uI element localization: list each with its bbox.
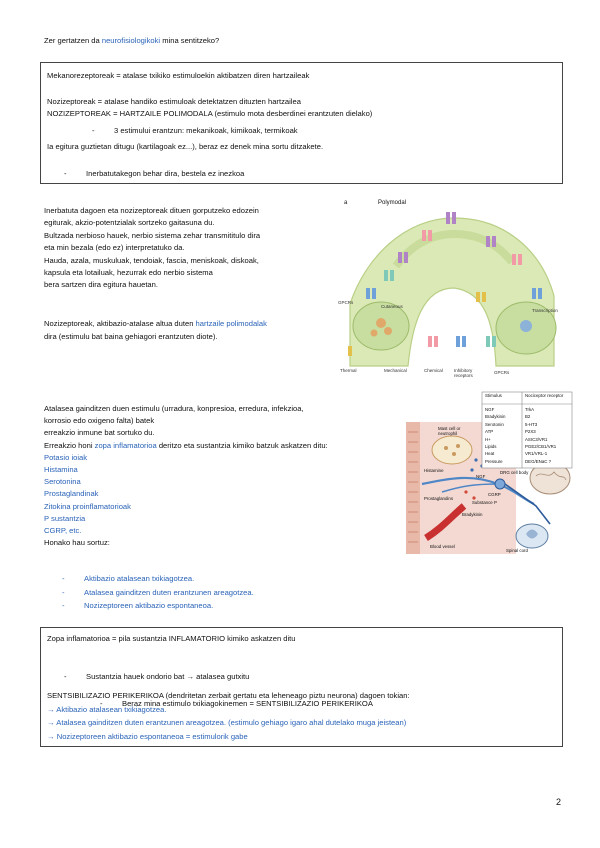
inflammatory-soup-figure xyxy=(402,388,574,566)
substance-item: Zitokina proinflamatorioak xyxy=(44,501,131,511)
structures-line: Ia egitura guztietan ditugu (kartilagoak ez...), beraz ez denek mina sortu ditzakete. xyxy=(47,142,324,151)
soup-definition: Zopa inflamatorioa = pila sustantzia INFLAMATORIO kimiko askatzen ditu xyxy=(47,634,296,643)
table-stimulus-column xyxy=(485,406,506,465)
label-transcription: Transcription xyxy=(532,308,558,313)
heading-link[interactable]: neurofisiologikoki xyxy=(101,36,161,45)
page-number: 2 xyxy=(556,797,562,807)
soup-suffix: deritzo eta sustantzia kimiko batzuk askatzen ditu: xyxy=(156,440,328,450)
innervation-bullet: - Inerbatutakegon behar dira, bestela ez inezkoa xyxy=(64,168,600,180)
panel-label: a xyxy=(344,200,348,206)
substance-item: P sustantzia xyxy=(44,513,86,523)
arrow-item: → Aktibazio atalasean txikiagotzea. xyxy=(47,705,167,714)
table-cell: ATP xyxy=(485,429,494,435)
paragraph-line: Inerbatuta dagoen eta nozizeptoreak dituen gorputzeko edozein xyxy=(44,206,259,215)
page-heading xyxy=(44,35,219,47)
table-cell: Lipids xyxy=(485,444,497,450)
soup-link[interactable]: zopa inflamatorioa xyxy=(94,440,157,450)
substance-item: Histamina xyxy=(44,465,78,475)
table-cell: DEG/ENaC ? xyxy=(525,458,552,464)
threshold-bullet: - Sustantzia hauek ondorio bat → atalasea gutxitu xyxy=(64,671,600,683)
table-cell: ASIC3/VR1 xyxy=(525,436,548,442)
paragraph-line: bera sartzen dira egitura hauetan. xyxy=(44,280,158,290)
table-receptor-column xyxy=(525,406,556,465)
substance-item: Prostaglandinak xyxy=(44,489,99,499)
table-cell: Bradykinin xyxy=(485,414,506,420)
label-thermal: Thermal xyxy=(340,368,357,373)
table-header-stimulus: Stimulus xyxy=(485,393,502,398)
polymodal-definition: NOZIZEPTOREAK = HARTZAILE POLIMODALA (estimulo mota desberdinei erantzuten dielako) xyxy=(47,109,373,118)
table-cell: PGE2/CB1/VR1 xyxy=(525,444,557,450)
label-gpcrs-right: GPCRs xyxy=(494,370,510,375)
table-cell: 5-HT3 xyxy=(525,421,538,427)
polymodal-nociceptor-figure xyxy=(336,196,572,386)
table-cell: P2X3 xyxy=(525,429,536,435)
paragraph-line: Hauda, azala, muskuluak, tendoiak, fascia, meniskoak, diskoak, xyxy=(44,255,259,265)
polymodal-prefix: Nozizeptoreak, aktibazio-atalase altua duten xyxy=(44,319,196,328)
stimulus-paragraph xyxy=(44,403,328,549)
label-ngf: NGF xyxy=(476,474,486,479)
label-inhibitory: Inhibitory receptors xyxy=(454,368,473,378)
table-cell: Pressure xyxy=(485,458,503,464)
paragraph-line: korrosio edo oxigeno falta) batek xyxy=(44,416,155,426)
label-chemical: Chemical xyxy=(424,368,443,373)
label-drg: DRG cell body xyxy=(500,470,529,475)
paragraph-line: Bultzada nerbioso hauek, nerbio sistema zehar transmititulo dira xyxy=(44,230,261,240)
effects-list xyxy=(62,572,254,613)
effect-item: - Atalasea gainditzen duten erantzunen areagotzea. xyxy=(62,586,254,600)
label-spinal-cord: Spinal cord xyxy=(506,548,528,553)
heading-prefix: Zer gertatzen da xyxy=(44,36,102,45)
arrow-item: → Atalasea gainditzen duten erantzunen areagotzea. (estimulo gehiago igaro ahal dutelako muga jeistean) xyxy=(47,718,407,727)
effect-item: - Aktibazio atalasean txikiagotzea. xyxy=(62,572,254,586)
mechanoreceptor-definition: Mekanorezeptoreak = atalase txikiko estimuloekin aktibatzen diren hartzaileak xyxy=(47,71,310,80)
table-cell: B2 xyxy=(525,414,531,420)
label-blood-vessel: Blood vessel xyxy=(430,544,455,549)
paragraph-line: eta min bezala (edo ez) interpretatuko da. xyxy=(44,243,185,253)
table-cell: NGF xyxy=(485,407,495,412)
substance-item: Potasio ioiak xyxy=(44,452,88,462)
label-mast-cell: Mast cell or neutrophil xyxy=(438,426,461,436)
table-cell: H+ xyxy=(485,436,491,442)
polymodal-illustration xyxy=(336,196,572,386)
inflammatory-soup-sentence xyxy=(44,440,328,452)
table-header-receptor: Nociceptor receptor xyxy=(525,393,564,398)
outro-line: Honako hau sortuz: xyxy=(44,538,110,548)
sensitization-bullet: - Beraz mina estimulo txikiagokinemen = SENTSIBILIZAZIO PERIKERIKOA xyxy=(100,698,600,710)
paragraph-line: egiturak, akzio-potentzialak sortzeko gaitasuna du. xyxy=(44,218,215,228)
table-cell: VR1/VRL-1 xyxy=(525,451,548,457)
table-cell: Heat xyxy=(485,451,495,457)
effect-item: - Nozizeptoreen aktibazio espontaneoa. xyxy=(62,599,254,613)
polymodal-link[interactable]: hartzaile polimodalak xyxy=(195,319,267,328)
paragraph-line: Atalasea gainditzen duen estimulu (urradura, konpresioa, erredura, infekzioa, xyxy=(44,404,304,413)
sensitization-definition: SENTSIBILIZAZIO PERIKERIKOA (dendritetan zerbait gertatu eta leheneago piztu neurona) dagoen tokian: xyxy=(47,691,410,700)
paragraph-line: kapsula eta lotailuak, hezurrak edo nerbio sistema xyxy=(44,268,213,278)
substance-item: Serotonina xyxy=(44,477,81,487)
label-cutaneous: Cutaneous xyxy=(381,304,403,309)
stimuli-bullet: - 3 estimului erantzun: mekanikoak, kimikoak, termikoak xyxy=(92,125,600,137)
label-prostaglandins: Prostaglandins xyxy=(424,496,454,501)
label-gpcrs-left: GPCRs xyxy=(338,300,354,305)
nociceptor-definition: Nozizeptoreak = atalase handiko estimuloak detektatzen dituzten hartzailea xyxy=(47,97,301,106)
arrow-item: → Nozizeptoreen aktibazio espontaneoa = estimulorik gabe xyxy=(47,732,248,741)
label-cgrp: CGRP xyxy=(488,492,501,497)
figure-title: Polymodal xyxy=(378,200,407,206)
label-histamine: Histamine xyxy=(424,468,444,473)
table-cell: Serotonin xyxy=(485,421,504,427)
heading-suffix: mina sentitzeko? xyxy=(160,36,220,45)
label-substance-p: Substance P xyxy=(472,500,497,505)
label-bradykinin: Bradykinin xyxy=(462,512,483,517)
sensitization-box xyxy=(40,627,563,747)
soup-prefix: Erreakzio honi xyxy=(44,440,95,450)
substance-item: CGRP, etc. xyxy=(44,526,82,536)
innervation-paragraph xyxy=(44,205,260,292)
paragraph-line: erreakzio inmune bat sortuko du. xyxy=(44,428,155,438)
polymodal-sentence xyxy=(44,318,267,330)
polymodal-sentence-end: dira (estimulu bat baina gehiagori erantzuten diote). xyxy=(44,332,218,341)
label-mechanical: Mechanical xyxy=(384,368,407,373)
table-cell: TrkA xyxy=(525,407,535,412)
